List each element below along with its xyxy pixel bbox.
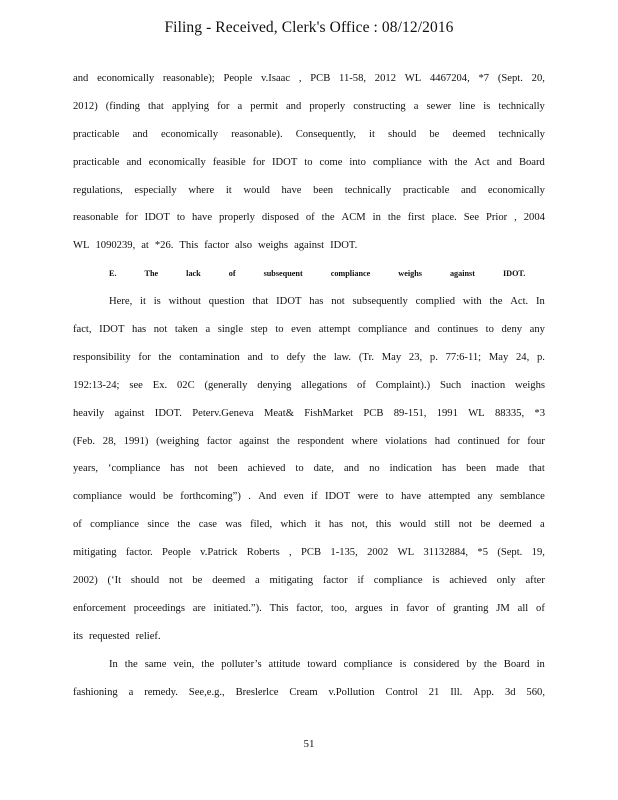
section-heading: E. The lack of subsequent compliance weighs against IDOT.: [109, 269, 526, 279]
text-line: enforcement proceedings are initiated.”). This factor, too, argues in favor of granting JM all of: [73, 602, 545, 614]
text-line: responsibility for the contamination and to defy the law. (Tr. May 23, p. 77:6-11; May 24, p.: [73, 351, 545, 363]
page-number: 51: [303, 738, 315, 750]
text-line: fashioning a remedy. See,e.g., Breslerlce Cream v.Pollution Control 21 Ill. App. 3d 560,: [73, 686, 545, 698]
document-body: [73, 70, 545, 711]
text-line: In the same vein, the polluter’s attitude toward compliance is considered by the Board in: [109, 658, 545, 670]
filing-header: Filing - Received, Clerk's Office : 08/12/2016: [164, 19, 454, 36]
text-line: 192:13-24; see Ex. 02C (generally denying allegations of Complaint).) Such inaction weighs: [73, 379, 545, 391]
text-line: regulations, especially where it would have been technically practicable and economically: [73, 184, 545, 196]
text-line: fact, IDOT has not taken a single step to even attempt compliance and continues to deny any: [73, 324, 545, 336]
text-line: Here, it is without question that IDOT has not subsequently complied with the Act. In: [109, 296, 545, 308]
text-line: and economically reasonable); People v.Isaac , PCB 11-58, 2012 WL 4467204, *7 (Sept. 20,: [73, 73, 545, 84]
text-line: (Feb. 28, 1991) (weighing factor against the respondent where violations had continued for four: [73, 435, 545, 447]
text-line: its requested relief.: [73, 630, 161, 642]
text-line: practicable and economically reasonable). Consequently, it should be deemed technically: [73, 128, 545, 140]
text-line: heavily against IDOT. Peterv.Geneva Meat& FishMarket PCB 89-151, 1991 WL 88335, *3: [73, 407, 545, 419]
text-line: of compliance since the case was filed, which it has not, this would still not be deemed a: [73, 519, 545, 531]
text-line: practicable and economically feasible for IDOT to come into compliance with the Act and Board: [73, 156, 545, 168]
text-line: WL 1090239, at *26. This factor also weighs against IDOT.: [73, 240, 358, 252]
text-line: 2012) (finding that applying for a permit and properly constructing a sewer line is technically: [73, 100, 545, 112]
text-line: compliance would be forthcoming”) . And even if IDOT were to have attempted any semblance: [73, 491, 545, 503]
text-line: 2002) (‘It should not be deemed a mitigating factor if compliance is achieved only after: [73, 575, 545, 587]
text-line: reasonable for IDOT to have properly disposed of the ACM in the first place. See Prior , 2004: [73, 212, 545, 224]
text-line: years, ‘compliance has not been achieved to date, and no indication has been made that: [73, 463, 545, 475]
text-line: mitigating factor. People v.Patrick Roberts , PCB 1-135, 2002 WL 31132884, *5 (Sept. 19,: [73, 547, 545, 559]
